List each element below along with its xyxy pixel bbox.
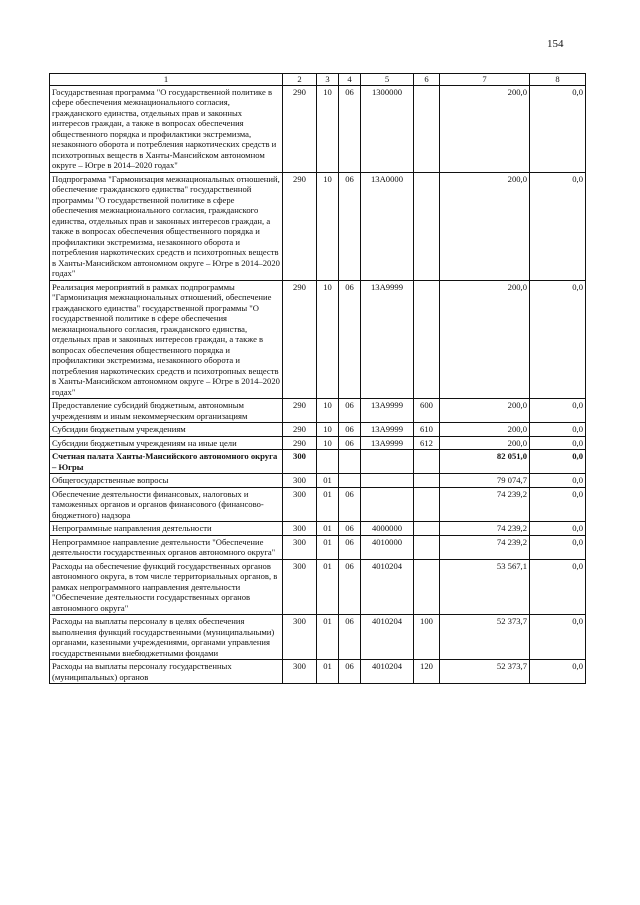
amount-federal: 0,0 bbox=[530, 85, 586, 172]
row-name: Предоставление субсидий бюджетным, автономным учреждениям и иным некоммерческим организациям bbox=[50, 399, 283, 423]
table-row bbox=[50, 172, 586, 280]
amount: 74 239,2 bbox=[440, 522, 530, 536]
code-expense-type bbox=[414, 172, 440, 280]
code-ministry: 300 bbox=[283, 660, 317, 684]
row-name: Непрограммные направления деятельности bbox=[50, 522, 283, 536]
amount-federal: 0,0 bbox=[530, 423, 586, 437]
amount-federal: 0,0 bbox=[530, 450, 586, 474]
code-ministry: 300 bbox=[283, 450, 317, 474]
code-target: 4000000 bbox=[361, 522, 414, 536]
table-row bbox=[50, 85, 586, 172]
amount: 200,0 bbox=[440, 399, 530, 423]
amount: 200,0 bbox=[440, 172, 530, 280]
amount-federal: 0,0 bbox=[530, 280, 586, 399]
column-header: 2 bbox=[283, 74, 317, 86]
row-name: Непрограммное направление деятельности "Обеспечение деятельности государственных органов автономного округа" bbox=[50, 535, 283, 559]
code-section: 01 bbox=[317, 487, 339, 522]
amount-federal: 0,0 bbox=[530, 535, 586, 559]
amount: 82 051,0 bbox=[440, 450, 530, 474]
code-target: 13А9999 bbox=[361, 423, 414, 437]
budget-table bbox=[49, 73, 586, 684]
table-row bbox=[50, 559, 586, 615]
code-section: 01 bbox=[317, 474, 339, 488]
amount-federal: 0,0 bbox=[530, 172, 586, 280]
table-row bbox=[50, 423, 586, 437]
amount-federal: 0,0 bbox=[530, 660, 586, 684]
code-section: 10 bbox=[317, 172, 339, 280]
table-row bbox=[50, 280, 586, 399]
column-header: 1 bbox=[50, 74, 283, 86]
code-ministry: 300 bbox=[283, 474, 317, 488]
amount-federal: 0,0 bbox=[530, 522, 586, 536]
code-ministry: 300 bbox=[283, 522, 317, 536]
code-target: 4010204 bbox=[361, 660, 414, 684]
code-subsection: 06 bbox=[339, 535, 361, 559]
row-name: Общегосударственные вопросы bbox=[50, 474, 283, 488]
code-expense-type: 120 bbox=[414, 660, 440, 684]
code-target: 13А0000 bbox=[361, 172, 414, 280]
code-expense-type bbox=[414, 535, 440, 559]
code-ministry: 300 bbox=[283, 535, 317, 559]
code-expense-type bbox=[414, 559, 440, 615]
code-ministry: 290 bbox=[283, 85, 317, 172]
code-subsection: 06 bbox=[339, 280, 361, 399]
amount: 79 074,7 bbox=[440, 474, 530, 488]
code-subsection: 06 bbox=[339, 559, 361, 615]
code-subsection: 06 bbox=[339, 660, 361, 684]
table-row bbox=[50, 522, 586, 536]
code-expense-type: 612 bbox=[414, 436, 440, 450]
code-section: 10 bbox=[317, 399, 339, 423]
row-name: Субсидии бюджетным учреждениям bbox=[50, 423, 283, 437]
code-section: 10 bbox=[317, 280, 339, 399]
code-target: 13А9999 bbox=[361, 436, 414, 450]
code-ministry: 290 bbox=[283, 436, 317, 450]
row-name: Подпрограмма "Гармонизация межнациональных отношений, обеспечение гражданского единства" государственной программы "О государственной политике в сфере обеспечения межнационального согласия, гражданского единства, отдельных прав и законных интересов граждан, а также в вопросах обеспечения общественного порядка и профилактики экстремизма, незаконного оборота и потребления наркотических средств и психотропных веществ в Ханты-Мансийском автономном округе – Югре в 2014–2020 годах" bbox=[50, 172, 283, 280]
row-name: Государственная программа "О государственной политике в сфере обеспечения межнационального согласия, гражданского единства, отдельных прав и законных интересов граждан, а также в вопросах обеспечения общественного порядка и профилактики экстремизма, незаконного оборота и потребления наркотических средств и психотропных веществ в Ханты-Мансийском автономном округе – Югре в 2014–2020 годах" bbox=[50, 85, 283, 172]
amount: 74 239,2 bbox=[440, 535, 530, 559]
code-subsection: 06 bbox=[339, 487, 361, 522]
code-target: 13А9999 bbox=[361, 399, 414, 423]
code-expense-type: 610 bbox=[414, 423, 440, 437]
amount: 74 239,2 bbox=[440, 487, 530, 522]
column-header: 4 bbox=[339, 74, 361, 86]
code-ministry: 300 bbox=[283, 615, 317, 660]
row-name: Субсидии бюджетным учреждениям на иные цели bbox=[50, 436, 283, 450]
amount: 52 373,7 bbox=[440, 660, 530, 684]
code-subsection: 06 bbox=[339, 522, 361, 536]
code-subsection: 06 bbox=[339, 423, 361, 437]
table-row bbox=[50, 535, 586, 559]
row-name: Реализация мероприятий в рамках подпрограммы "Гармонизация межнациональных отношений, обеспечение гражданского единства" государственной программы "О государственной политике в сфере обеспечения межнационального согласия, гражданского единства, отдельных прав и законных интересов граждан, а также в вопросах обеспечения общественного порядка и профилактики экстремизма, незаконного оборота и потребления наркотических средств и психотропных веществ в Ханты-Мансийском автономном округе – Югре в 2014–2020 годах" bbox=[50, 280, 283, 399]
code-section: 01 bbox=[317, 615, 339, 660]
code-section bbox=[317, 450, 339, 474]
table-row bbox=[50, 474, 586, 488]
row-name: Расходы на выплаты персоналу государственных (муниципальных) органов bbox=[50, 660, 283, 684]
row-name: Обеспечение деятельности финансовых, налоговых и таможенных органов и органов финансового (финансово-бюджетного) надзора bbox=[50, 487, 283, 522]
code-target: 4010000 bbox=[361, 535, 414, 559]
code-target: 4010204 bbox=[361, 559, 414, 615]
code-subsection: 06 bbox=[339, 436, 361, 450]
code-section: 01 bbox=[317, 522, 339, 536]
table-row bbox=[50, 487, 586, 522]
amount-federal: 0,0 bbox=[530, 487, 586, 522]
amount: 200,0 bbox=[440, 423, 530, 437]
row-name: Расходы на обеспечение функций государственных органов автономного округа, в том числе территориальных органов, в рамках непрограммного направления деятельности "Обеспечение деятельности государственных органов автономного округа" bbox=[50, 559, 283, 615]
column-header: 3 bbox=[317, 74, 339, 86]
row-name: Расходы на выплаты персоналу в целях обеспечения выполнения функций государственными (муниципальными) органами, казенными учреждениями, органами управления государственными внебюджетными фондами bbox=[50, 615, 283, 660]
code-target bbox=[361, 474, 414, 488]
code-expense-type bbox=[414, 450, 440, 474]
code-ministry: 300 bbox=[283, 559, 317, 615]
amount: 53 567,1 bbox=[440, 559, 530, 615]
code-section: 10 bbox=[317, 423, 339, 437]
amount: 200,0 bbox=[440, 280, 530, 399]
table-row bbox=[50, 399, 586, 423]
amount: 200,0 bbox=[440, 436, 530, 450]
code-expense-type: 600 bbox=[414, 399, 440, 423]
code-subsection: 06 bbox=[339, 172, 361, 280]
code-target bbox=[361, 487, 414, 522]
code-target: 13А9999 bbox=[361, 280, 414, 399]
header-row bbox=[50, 74, 586, 86]
code-expense-type bbox=[414, 85, 440, 172]
page-number: 154 bbox=[547, 38, 564, 50]
row-name: Счетная палата Ханты-Мансийского автономного округа – Югры bbox=[50, 450, 283, 474]
column-header: 8 bbox=[530, 74, 586, 86]
code-ministry: 300 bbox=[283, 487, 317, 522]
code-ministry: 290 bbox=[283, 399, 317, 423]
code-subsection: 06 bbox=[339, 85, 361, 172]
table-row bbox=[50, 436, 586, 450]
table-row bbox=[50, 450, 586, 474]
amount-federal: 0,0 bbox=[530, 436, 586, 450]
code-expense-type: 100 bbox=[414, 615, 440, 660]
code-subsection bbox=[339, 450, 361, 474]
code-ministry: 290 bbox=[283, 280, 317, 399]
table-row bbox=[50, 615, 586, 660]
code-target bbox=[361, 450, 414, 474]
code-expense-type bbox=[414, 280, 440, 399]
code-section: 01 bbox=[317, 660, 339, 684]
code-section: 01 bbox=[317, 559, 339, 615]
code-section: 10 bbox=[317, 85, 339, 172]
amount: 200,0 bbox=[440, 85, 530, 172]
code-target: 1300000 bbox=[361, 85, 414, 172]
code-expense-type bbox=[414, 487, 440, 522]
code-subsection: 06 bbox=[339, 399, 361, 423]
amount-federal: 0,0 bbox=[530, 559, 586, 615]
code-target: 4010204 bbox=[361, 615, 414, 660]
code-expense-type bbox=[414, 474, 440, 488]
amount: 52 373,7 bbox=[440, 615, 530, 660]
amount-federal: 0,0 bbox=[530, 615, 586, 660]
column-header: 5 bbox=[361, 74, 414, 86]
code-expense-type bbox=[414, 522, 440, 536]
code-subsection: 06 bbox=[339, 615, 361, 660]
table-row bbox=[50, 660, 586, 684]
column-header: 7 bbox=[440, 74, 530, 86]
code-ministry: 290 bbox=[283, 172, 317, 280]
code-subsection bbox=[339, 474, 361, 488]
amount-federal: 0,0 bbox=[530, 474, 586, 488]
code-section: 01 bbox=[317, 535, 339, 559]
code-ministry: 290 bbox=[283, 423, 317, 437]
amount-federal: 0,0 bbox=[530, 399, 586, 423]
column-header: 6 bbox=[414, 74, 440, 86]
code-section: 10 bbox=[317, 436, 339, 450]
